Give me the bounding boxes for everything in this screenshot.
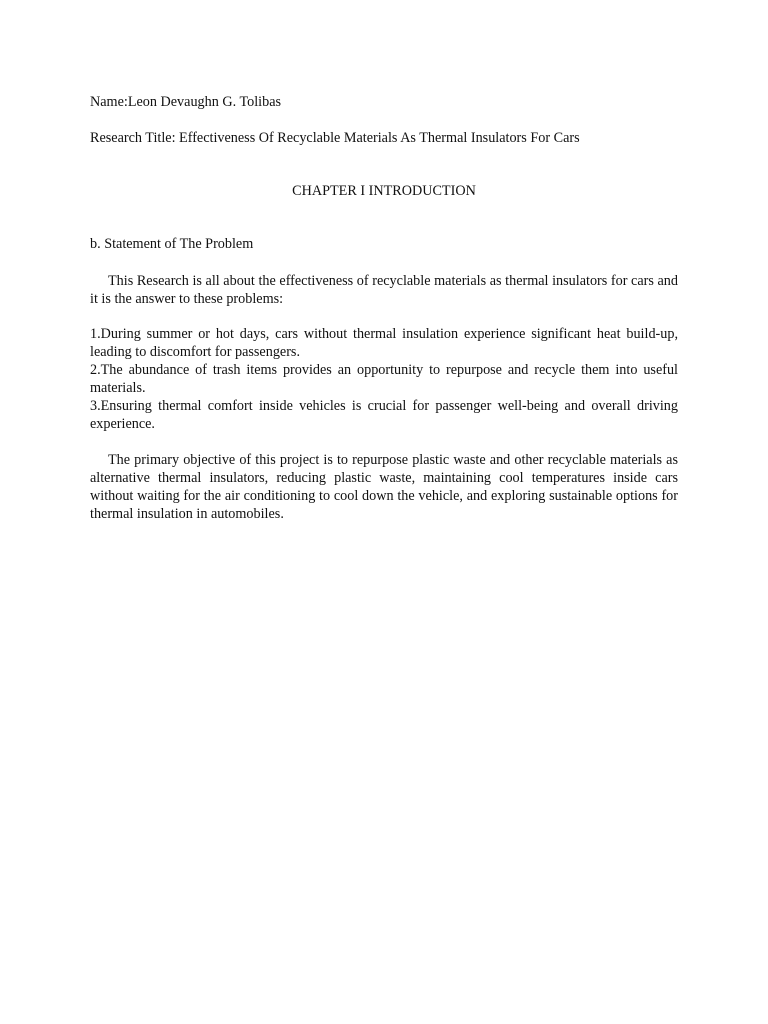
problem-item: 3.Ensuring thermal comfort inside vehicles is crucial for passenger well-being and overall driving experience. [90,398,678,432]
problem-item: 2.The abundance of trash items provides an opportunity to repurpose and recycle them into useful materials. [90,362,678,396]
problem-list [90,325,678,433]
problem-item: 1.During summer or hot days, cars without thermal insulation experience significant heat build-up, leading to discomfort for passengers. [90,326,678,360]
objective-paragraph-block [90,451,678,523]
section-heading: b. Statement of The Problem [90,236,254,252]
intro-paragraph-block [90,272,678,308]
author-name-line: Name:Leon Devaughn G. Tolibas [90,94,282,110]
intro-paragraph: This Research is all about the effectiveness of recyclable materials as thermal insulators for cars and it is the answer to these problems: [90,273,678,307]
chapter-heading: CHAPTER I INTRODUCTION [292,183,476,199]
objective-paragraph: The primary objective of this project is to repurpose plastic waste and other recyclable materials as alternative thermal insulators, reducing plastic waste, maintaining cool temperatures inside cars without waiting for the air conditioning to cool down the vehicle, and exploring sustainable options for thermal insulation in automobiles. [90,452,678,522]
research-title-line: Research Title: Effectiveness Of Recyclable Materials As Thermal Insulators For Cars [90,130,580,146]
